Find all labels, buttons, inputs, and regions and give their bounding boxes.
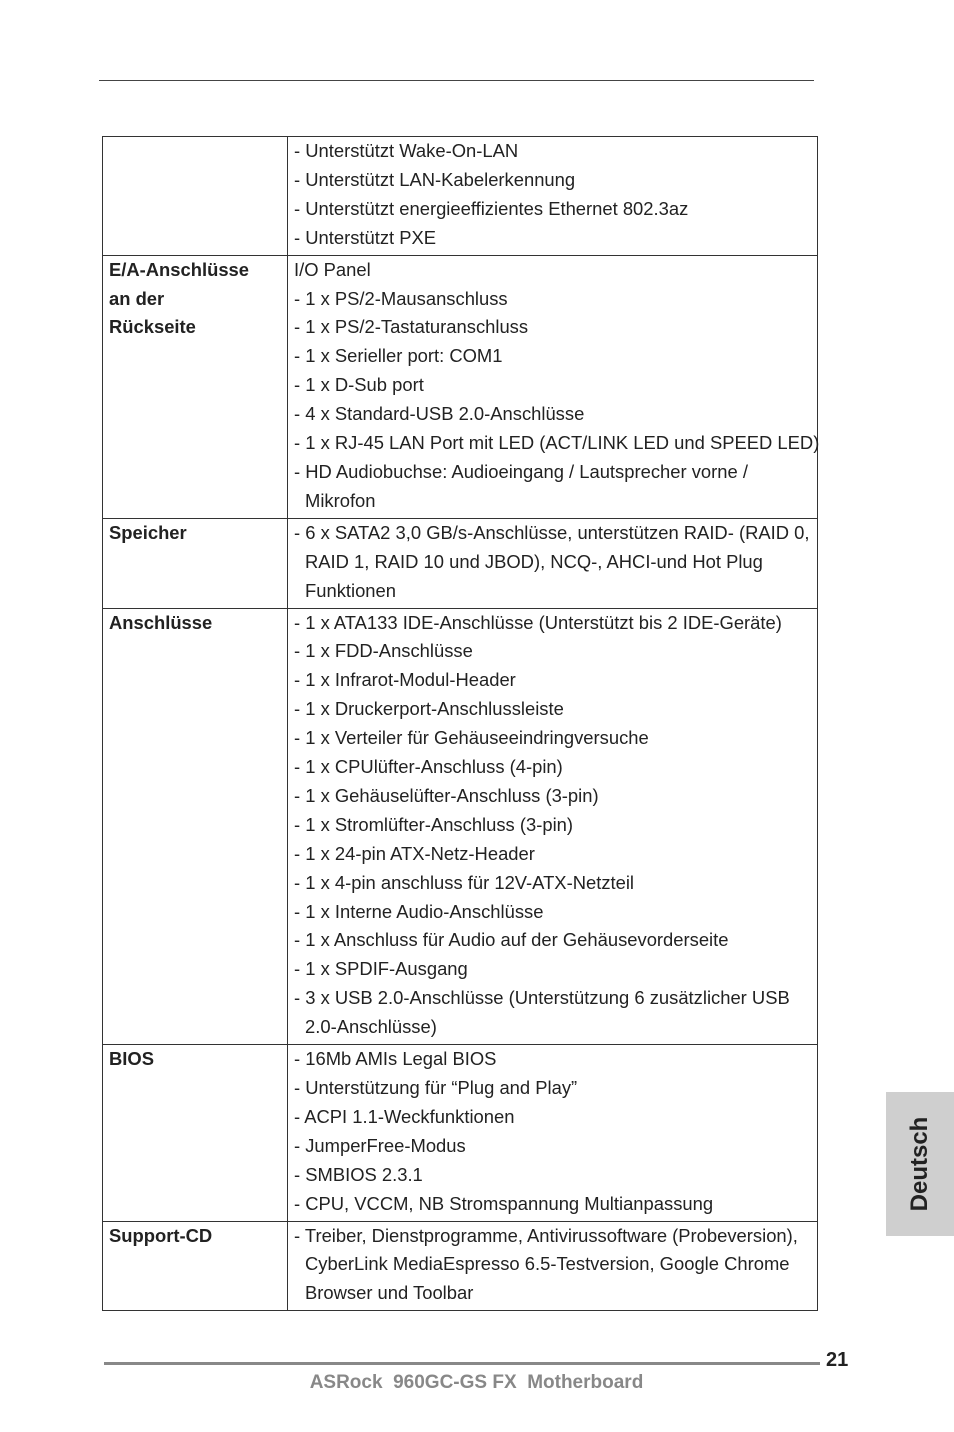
spec-line: - 1 x ATA133 IDE-Anschlüsse (Unterstützt bis 2 IDE-Geräte) xyxy=(294,611,782,633)
language-tab-label: Deutsch xyxy=(906,1116,933,1212)
spec-value-cell xyxy=(288,608,818,1045)
spec-row xyxy=(103,518,818,608)
spec-line: - CPU, VCCM, NB Stromspannung Multianpassung xyxy=(294,1192,714,1214)
spec-value-cell xyxy=(288,255,818,518)
spec-value-cell xyxy=(288,1045,818,1221)
specification-table xyxy=(102,136,818,1311)
spec-label: Anschlüsse xyxy=(109,611,213,633)
spec-label-cell xyxy=(103,137,288,256)
spec-line: - 1 x D-Sub port xyxy=(294,374,424,396)
spec-line: - 1 x Druckerport-Anschlussleiste xyxy=(294,698,564,720)
spec-line: - Treiber, Dienstprogramme, Antivirussoftware (Probeversion), CyberLink MediaEspresso 6.5-Testversion, Google Chrome Browser und Toolbar xyxy=(294,1224,798,1304)
spec-line: - 1 x 4-pin anschluss für 12V-ATX-Netzteil xyxy=(294,871,635,893)
spec-line: - 1 x Infrarot-Modul-Header xyxy=(294,669,516,691)
spec-line: - ACPI 1.1-Weckfunktionen xyxy=(294,1105,515,1127)
spec-line: I/O Panel xyxy=(294,258,371,280)
spec-label: Speicher xyxy=(109,521,187,543)
spec-line: - HD Audiobuchse: Audioeingang / Lautsprecher vorne / Mikrofon xyxy=(294,460,748,511)
spec-label: Rückseite xyxy=(109,316,196,338)
spec-line: - 16Mb AMIs Legal BIOS xyxy=(294,1048,497,1070)
spec-line: - Unterstützt Wake-On-LAN xyxy=(294,140,519,161)
language-tab xyxy=(886,1092,954,1236)
top-rule xyxy=(99,80,814,81)
spec-line: - 1 x Anschluss für Audio auf der Gehäusevorderseite xyxy=(294,929,729,951)
spec-line: - 1 x Verteiler für Gehäuseeindringversuche xyxy=(294,727,649,749)
bottom-rule xyxy=(104,1362,820,1365)
spec-line: - Unterstützt PXE xyxy=(294,226,437,248)
spec-label: an der xyxy=(109,287,165,309)
spec-row xyxy=(103,137,818,256)
spec-label: E/A-Anschlüsse xyxy=(109,258,250,280)
spec-line: - JumperFree-Modus xyxy=(294,1134,466,1156)
spec-line: - 3 x USB 2.0-Anschlüsse (Unterstützung 6 zusätzlicher USB 2.0-Anschlüsse) xyxy=(294,987,790,1038)
spec-label: Support-CD xyxy=(109,1224,213,1246)
spec-line: - 1 x PS/2-Tastaturanschluss xyxy=(294,316,529,338)
spec-line: - 1 x SPDIF-Ausgang xyxy=(294,958,468,980)
spec-line: - 1 x Stromlüfter-Anschluss (3-pin) xyxy=(294,813,574,835)
spec-line: - 1 x CPUlüfter-Anschluss (4-pin) xyxy=(294,756,563,778)
spec-line: - 1 x Serieller port: COM1 xyxy=(294,345,503,367)
spec-row xyxy=(103,608,818,1045)
spec-value-cell xyxy=(288,137,818,256)
spec-label-cell xyxy=(103,608,288,1045)
spec-line: - 4 x Standard-USB 2.0-Anschlüsse xyxy=(294,403,585,425)
spec-value-cell xyxy=(288,518,818,608)
spec-label: BIOS xyxy=(109,1048,154,1070)
spec-value-cell xyxy=(288,1221,818,1311)
spec-line: - 6 x SATA2 3,0 GB/s-Anschlüsse, unterstützen RAID- (RAID 0, RAID 1, RAID 10 und JBOD), NCQ-, AHCI-und Hot Plug Funktionen xyxy=(294,521,810,601)
spec-label-cell xyxy=(103,1221,288,1311)
spec-line: - 1 x RJ-45 LAN Port mit LED (ACT/LINK LED und SPEED LED) xyxy=(294,432,820,454)
spec-line: - Unterstützt LAN-Kabelerkennung xyxy=(294,168,576,190)
spec-row xyxy=(103,1045,818,1221)
spec-line: - 1 x Gehäuselüfter-Anschluss (3-pin) xyxy=(294,784,599,806)
spec-row xyxy=(103,255,818,518)
spec-line: - SMBIOS 2.3.1 xyxy=(294,1163,423,1185)
spec-row xyxy=(103,1221,818,1311)
footer-text: ASRock 960GC-GS FX Motherboard xyxy=(309,1372,644,1393)
page-number: 21 xyxy=(826,1349,849,1371)
spec-line: - 1 x 24-pin ATX-Netz-Header xyxy=(294,842,535,864)
spec-line: - 1 x FDD-Anschlüsse xyxy=(294,640,473,662)
spec-line: - 1 x Interne Audio-Anschlüsse xyxy=(294,900,544,922)
spec-label-cell xyxy=(103,255,288,518)
spec-line: - 1 x PS/2-Mausanschluss xyxy=(294,287,508,309)
spec-line: - Unterstützung für “Plug and Play” xyxy=(294,1077,578,1098)
spec-line: - Unterstützt energieeffizientes Ethernet 802.3az xyxy=(294,197,689,219)
spec-label-cell xyxy=(103,518,288,608)
spec-label-cell xyxy=(103,1045,288,1221)
